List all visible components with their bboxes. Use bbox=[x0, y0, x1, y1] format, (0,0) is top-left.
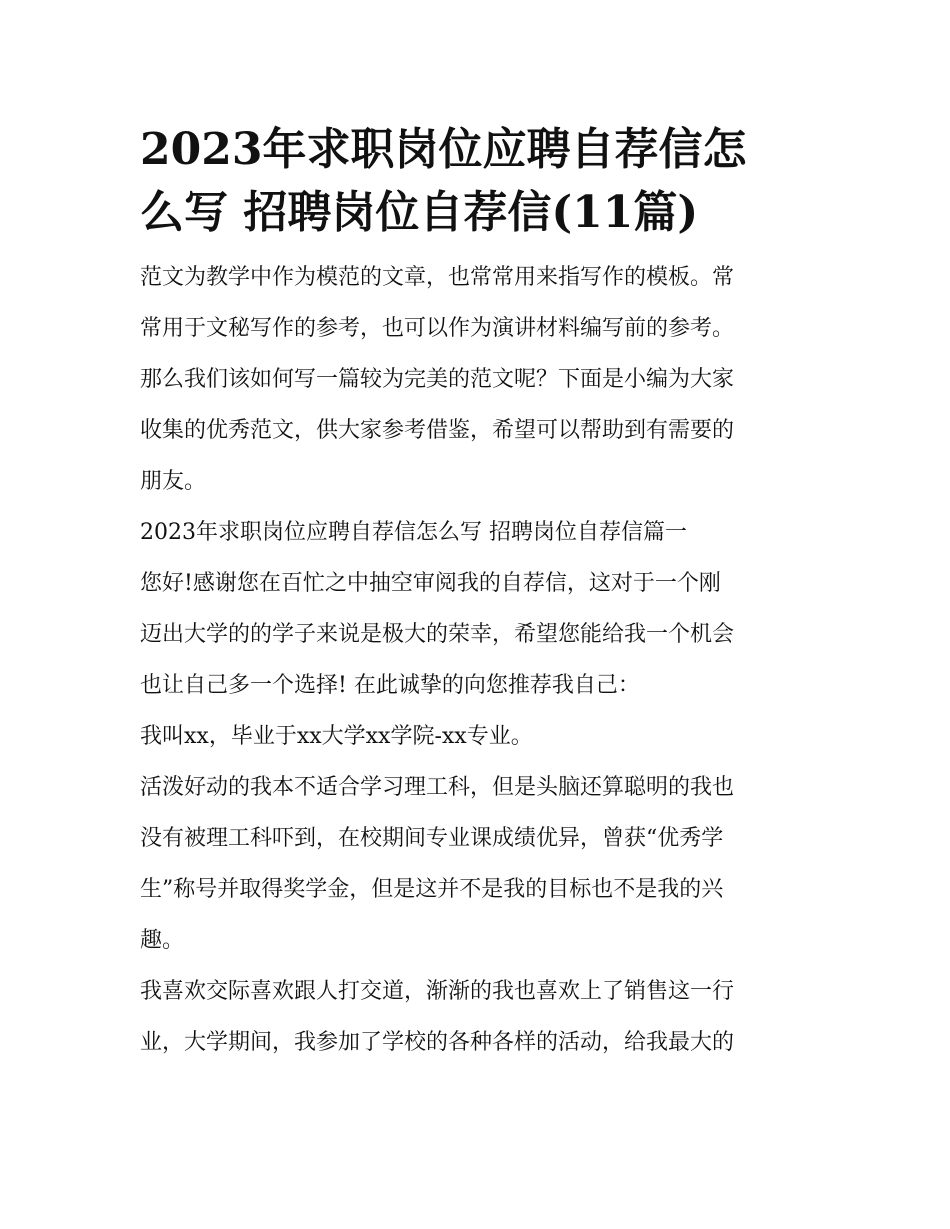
greeting-paragraph bbox=[140, 558, 815, 711]
self-intro-paragraph bbox=[140, 711, 815, 762]
document-body bbox=[140, 118, 815, 1068]
text-line: 常用于文秘写作的参考，也可以作为演讲材料编写前的参考。 bbox=[140, 316, 735, 341]
interest-paragraph bbox=[140, 966, 815, 1068]
text-line: 趣。 bbox=[140, 928, 185, 953]
title-line: 么写 招聘岗位自荐信(11篇) bbox=[140, 187, 699, 238]
document-title bbox=[140, 118, 815, 244]
text-line: 朋友。 bbox=[140, 469, 207, 494]
text-line: 您好!感谢您在百忙之中抽空审阅我的自荐信，这对于一个刚 bbox=[140, 571, 721, 596]
text-line: 也让自己多一个选择! 在此诚挚的向您推荐我自己： bbox=[140, 673, 640, 698]
text-line: 活泼好动的我本不适合学习理工科，但是头脑还算聪明的我也 bbox=[140, 775, 735, 800]
section-heading bbox=[140, 507, 815, 558]
text-line: 业，大学期间，我参加了学校的各种各样的活动，给我最大的 bbox=[140, 1030, 735, 1055]
background-paragraph bbox=[140, 762, 815, 966]
text-line: 那么我们该如何写一篇较为完美的范文呢？下面是小编为大家 bbox=[140, 367, 735, 392]
intro-paragraph bbox=[140, 252, 815, 507]
text-line: 我叫xx，毕业于xx大学xx学院-xx专业。 bbox=[140, 724, 533, 749]
text-line: 范文为教学中作为模范的文章，也常常用来指写作的模板。常 bbox=[140, 265, 735, 290]
text-line: 没有被理工科吓到，在校期间专业课成绩优异，曾获“优秀学 bbox=[140, 826, 724, 851]
title-line: 2023年求职岗位应聘自荐信怎 bbox=[140, 124, 747, 175]
text-line: 我喜欢交际喜欢跟人打交道，渐渐的我也喜欢上了销售这一行 bbox=[140, 979, 735, 1004]
text-line: 2023年求职岗位应聘自荐信怎么写 招聘岗位自荐信篇一 bbox=[140, 520, 687, 545]
text-line: 生”称号并取得奖学金，但是这并不是我的目标也不是我的兴 bbox=[140, 877, 724, 902]
text-line: 迈出大学的的学子来说是极大的荣幸，希望您能给我一个机会 bbox=[140, 622, 735, 647]
text-line: 收集的优秀范文，供大家参考借鉴，希望可以帮助到有需要的 bbox=[140, 418, 735, 443]
